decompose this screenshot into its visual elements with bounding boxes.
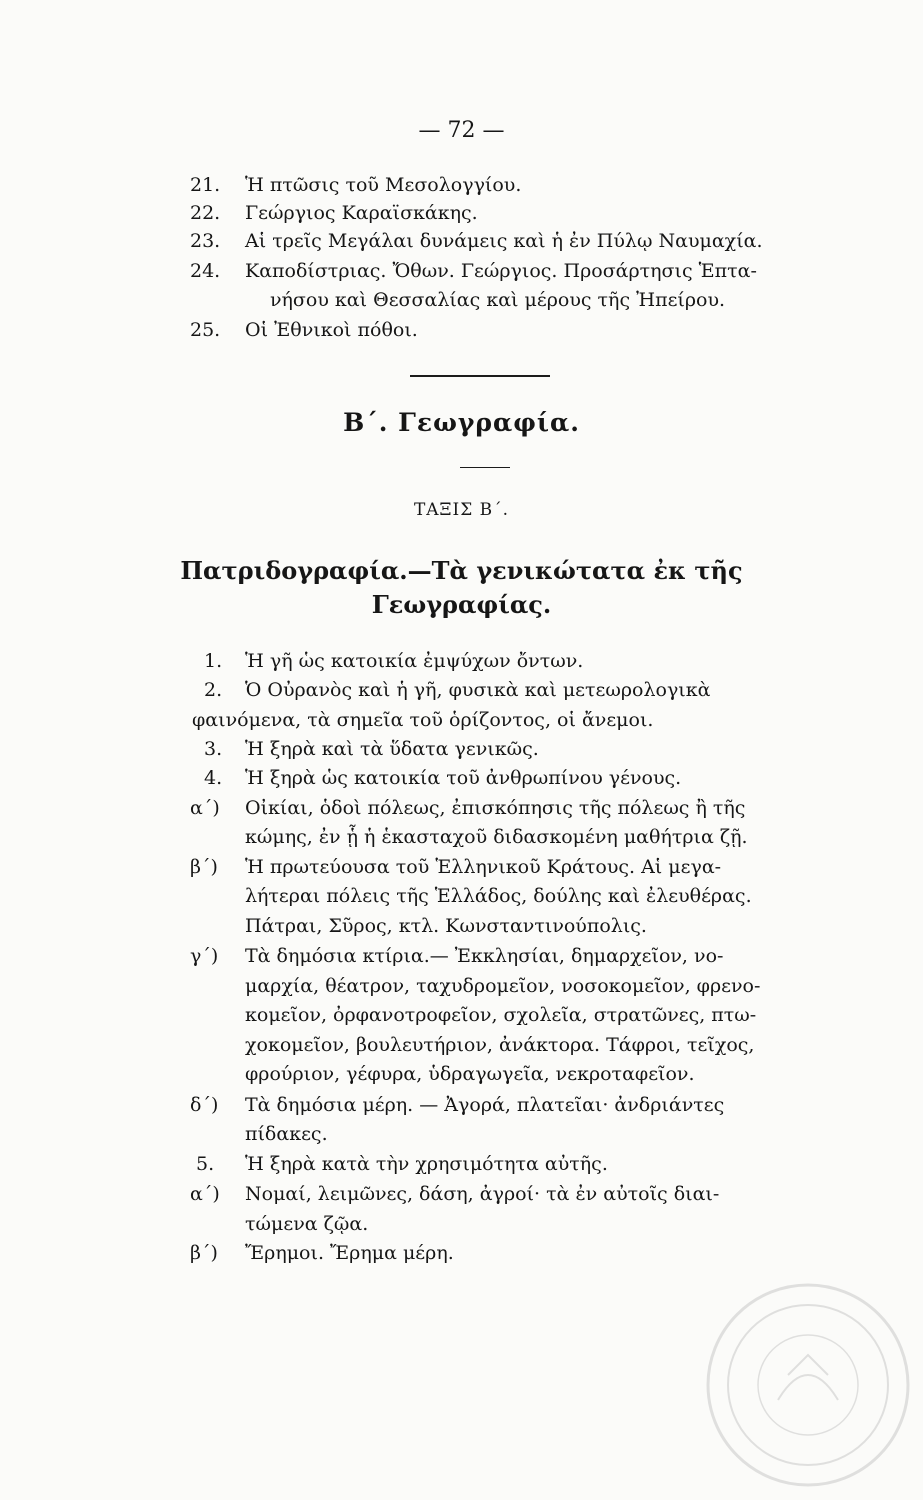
item-number: 22. [190, 202, 221, 224]
list-item: Ἔρημοι. Ἔρημα μέρη. [245, 1242, 454, 1264]
list-item-continuation: κώμης, ἐν ᾗ ἡ ἑκασταχοῦ διδασκομένη μαθήτρια ζῇ. [245, 826, 748, 848]
section-title: Β΄. Γεωγραφία. [343, 408, 580, 437]
page-number: — 72 — [418, 118, 505, 143]
item-number: 21. [190, 174, 221, 196]
list-item: Καποδίστριας. Ὄθων. Γεώργιος. Προσάρτησις Ἑπτα- [245, 260, 757, 282]
list-item: Αἱ τρεῖς Μεγάλαι δυνάμεις καὶ ἡ ἐν Πύλῳ Ναυμαχία. [245, 230, 763, 252]
list-item: Ὁ Οὐρανὸς καὶ ἡ γῆ, φυσικὰ καὶ μετεωρολογικὰ [245, 679, 711, 701]
section-divider [410, 375, 550, 377]
subitem-letter: β΄) [190, 856, 218, 878]
list-item: Ἡ ξηρὰ ὡς κατοικία τοῦ ἀνθρωπίνου γένους. [245, 767, 682, 789]
title-underline [460, 467, 510, 468]
list-item: Ἡ πρωτεύουσα τοῦ Ἑλληνικοῦ Κράτους. Αἱ μεγα- [245, 856, 722, 878]
list-item-continuation: μαρχία, θέατρον, ταχυδρομεῖον, νοσοκομεῖον, φρενο- [245, 975, 761, 997]
list-item-continuation: πίδακες. [245, 1123, 328, 1145]
list-item: Τὰ δημόσια μέρη. — Ἀγορά, πλατεῖαι· ἀνδριάντες [245, 1094, 725, 1116]
list-item-continuation: νήσου καὶ Θεσσαλίας καὶ μέρους τῆς Ἠπείρου. [270, 289, 726, 311]
item-number: 5. [196, 1153, 215, 1175]
list-item: Ἡ γῆ ὡς κατοικία ἐμψύχων ὄντων. [245, 650, 584, 672]
subitem-letter: α΄) [190, 1183, 220, 1205]
item-number: 25. [190, 319, 221, 341]
class-label: ΤΑΞΙΣ Β΄. [413, 500, 510, 520]
list-item-continuation: τώμενα ζῷα. [245, 1213, 369, 1235]
list-item: Γεώργιος Καραϊσκάκης. [245, 202, 478, 224]
list-item: Ἡ ξηρὰ καὶ τὰ ὕδατα γενικῶς. [245, 738, 539, 760]
item-number: 3. [204, 738, 223, 760]
list-item-continuation: φρούριον, γέφυρα, ὑδραγωγεῖα, νεκροταφεῖον. [245, 1063, 695, 1085]
subitem-letter: β΄) [190, 1242, 218, 1264]
list-item: Οἰκίαι, ὁδοὶ πόλεως, ἐπισκόπησις τῆς πόλεως ἢ τῆς [245, 797, 746, 819]
subject-heading: Πατριδογραφία.—Τὰ γενικώτατα ἐκ τῆς [180, 556, 743, 585]
list-item-continuation: Πάτραι, Σῦρος, κτλ. Κωνσταντινούπολις. [245, 915, 647, 937]
list-item: Ἡ πτῶσις τοῦ Μεσολογγίου. [245, 174, 522, 196]
subitem-letter: α΄) [190, 797, 220, 819]
subitem-letter: δ΄) [190, 1094, 219, 1116]
item-number: 23. [190, 230, 221, 252]
library-seal-watermark [703, 1280, 913, 1490]
list-item-continuation: χοκομεῖον, βουλευτήριον, ἀνάκτορα. Τάφροι, τεῖχος, [245, 1034, 755, 1056]
list-item: Τὰ δημόσια κτίρια.— Ἐκκλησίαι, δημαρχεῖον, νο- [245, 945, 724, 967]
item-number: 4. [204, 767, 223, 789]
list-item: Οἱ Ἐθνικοὶ πόθοι. [245, 319, 418, 341]
subject-heading-continuation: Γεωγραφίας. [371, 590, 552, 619]
list-item: Νομαί, λειμῶνες, δάση, ἀγροί· τὰ ἐν αὐτοῖς διαι- [245, 1183, 720, 1205]
subitem-letter: γ΄) [190, 945, 219, 967]
list-item-continuation: λήτεραι πόλεις τῆς Ἑλλάδος, δούλης καὶ ἐλευθέρας. [245, 885, 752, 907]
list-item-continuation: φαινόμενα, τὰ σημεῖα τοῦ ὁρίζοντος, οἱ ἄνεμοι. [192, 709, 654, 731]
list-item: Ἡ ξηρὰ κατὰ τὴν χρησιμότητα αὐτῆς. [245, 1153, 608, 1175]
list-item-continuation: κομεῖον, ὀρφανοτροφεῖον, σχολεῖα, στρατῶνες, πτω- [245, 1004, 757, 1026]
item-number: 24. [190, 260, 221, 282]
item-number: 2. [204, 679, 223, 701]
item-number: 1. [204, 650, 223, 672]
